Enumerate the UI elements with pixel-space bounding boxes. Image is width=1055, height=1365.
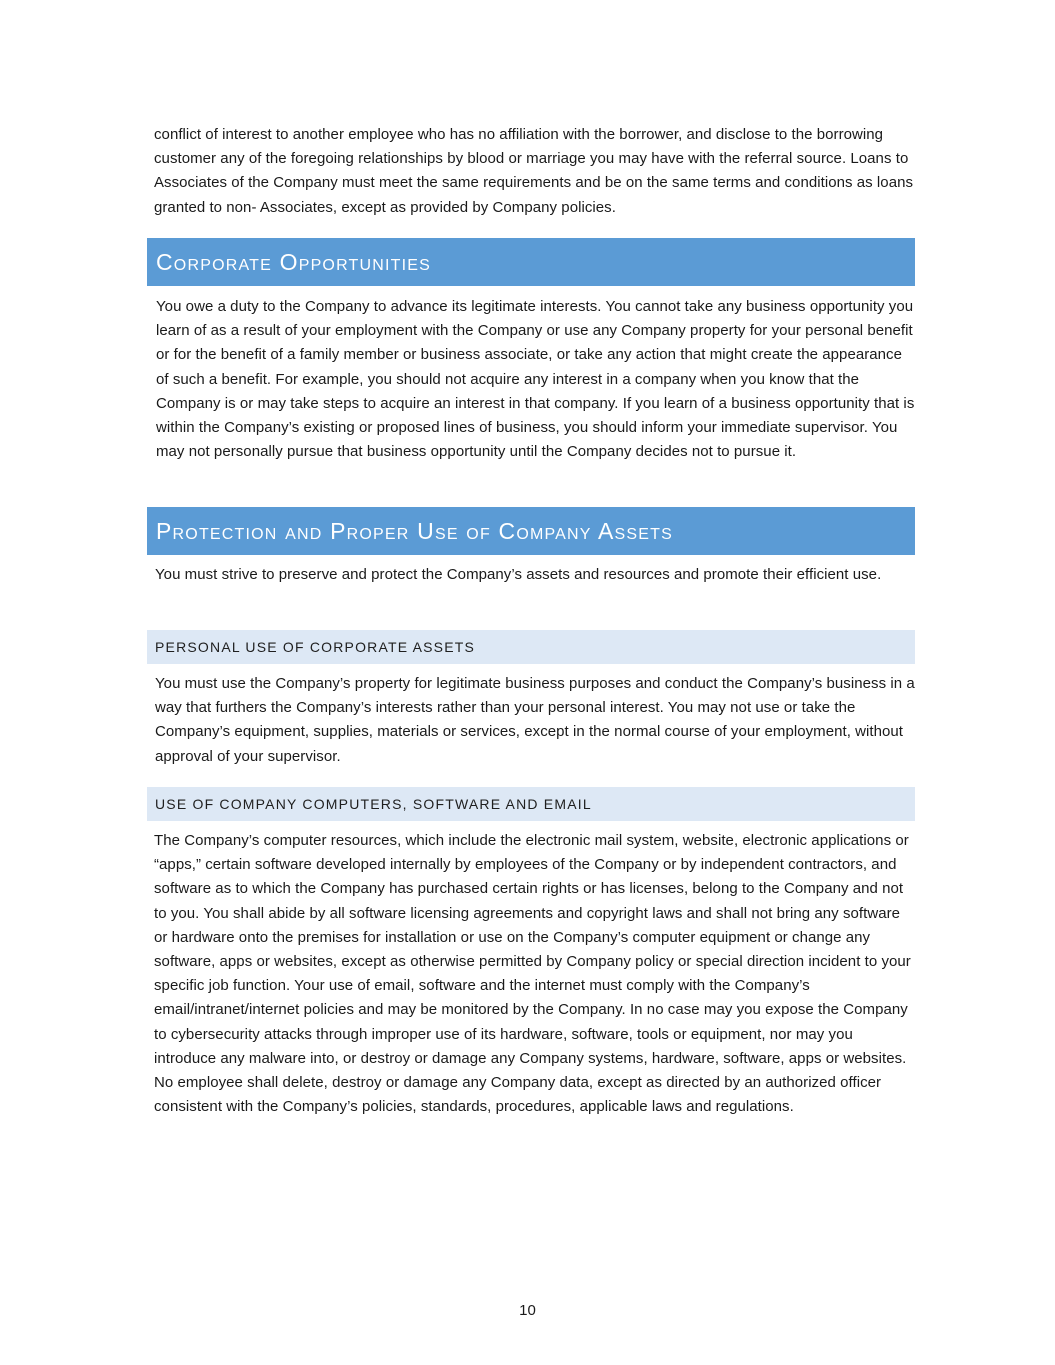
intro-paragraph: conflict of interest to another employee who has no affiliation with the borrower, and disclose to the borrowing customer any of the foregoing relationships by blood or marriage you may have with the referral source. Loans to Associates of the Company must meet the same requirements and be on the same terms and conditions as loans granted to non- Associates, except as provided by Company policies. [154,126,914,216]
subheading-personal-use: PERSONAL USE OF CORPORATE ASSETS [147,630,915,664]
computers-software-email-paragraph: The Company’s computer resources, which include the electronic mail system, website, electronic applications or “apps,” certain software developed internally by employees of the Company or by independent contractors, and software as to which the Company has purchased certain rights or has licenses, belong to the Company and not to you. You shall abide by all software licensing agreements and copyright laws and shall not bring any software or hardware onto the premises for installation or use on the Company’s computer equipment or change any software, apps or websites, except as otherwise permitted by Company policy or special direction incident to your specific job function. Your use of email, software and the internet must comply with the Company’s email/intranet/internet policies and may be monitored by the Company. In no case may you expose the Company to cybersecurity attacks through improper use of its hardware, software, tools or equipment, nor may you introduce any malware into, or destroy or damage any Company systems, hardware, software, apps or websites. No employee shall delete, destroy or damage any Company data, except as directed by an authorized officer consistent with the Company’s policies, standards, procedures, applicable laws and regulations. [154,832,911,1116]
protection-of-assets-paragraph: You must strive to preserve and protect the Company’s assets and resources and promote their efficient use. [155,566,882,583]
section-heading-corporate-opportunities: Corporate Opportunities [147,238,915,286]
corporate-opportunities-paragraph: You owe a duty to the Company to advance its legitimate interests. You cannot take any business opportunity you learn of as a result of your employment with the Company or use any Company property for your personal benefit or for the benefit of a family member or business associate, or take any action that might create the appearance of such a benefit. For example, you should not acquire any interest in a company when you know that the Company is or may take steps to acquire an interest in that company. If you learn of a business opportunity that is within the Company’s existing or proposed lines of business, you should inform your immediate supervisor. You may not personally pursue that business opportunity until the Company decides not to pursue it. [156,298,915,461]
subheading-computers-software-email: USE OF COMPANY COMPUTERS, SOFTWARE AND EMAIL [147,787,915,821]
personal-use-paragraph: You must use the Company’s property for legitimate business purposes and conduct the Company’s business in a way that furthers the Company’s interests rather than your personal interest. You may not use or take the Company’s equipment, supplies, materials or services, except in the normal course of your employment, without approval of your supervisor. [155,675,915,765]
page-number: 10 [519,1302,536,1319]
section-heading-protection-of-assets: Protection and Proper Use of Company Assets [147,507,915,555]
